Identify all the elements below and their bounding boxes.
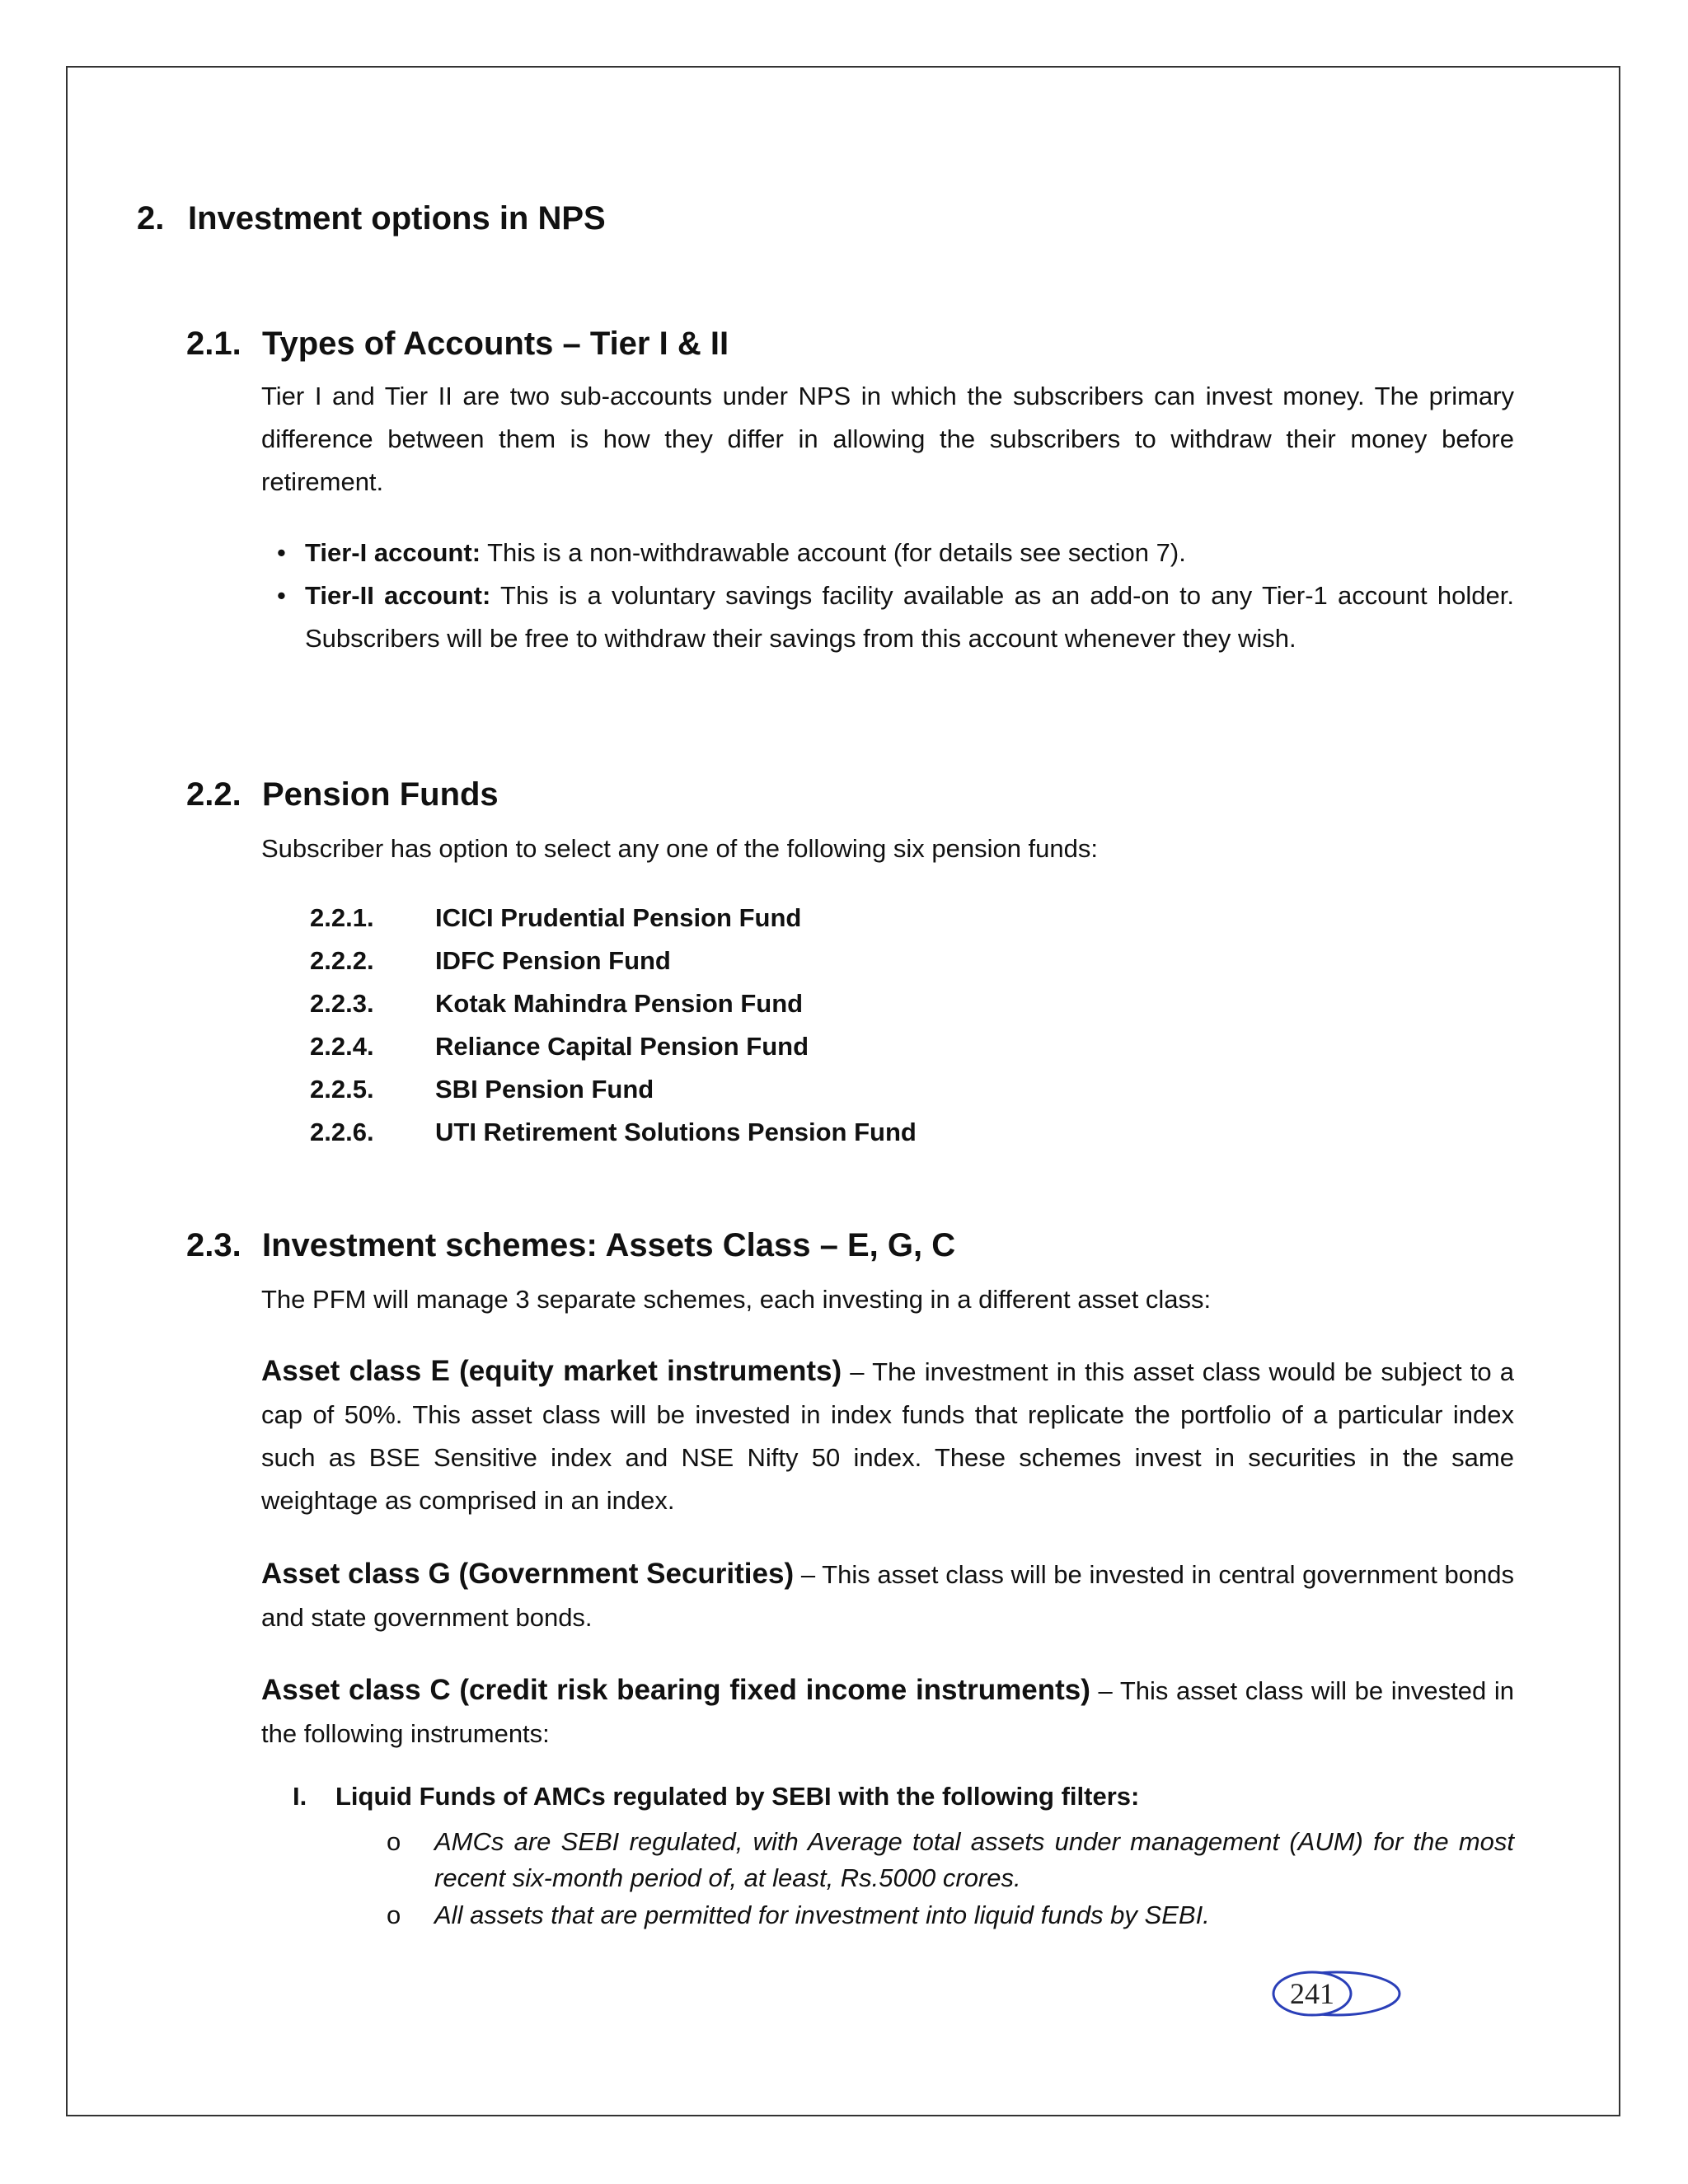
bullet-icon: • [277,581,286,610]
fund-name: Kotak Mahindra Pension Fund [435,989,804,1018]
subsection-number: 2.2. [186,776,241,813]
section-number: 2. [137,200,165,237]
bullet-text: This is a voluntary savings facility available as an add-on to any Tier-1 account holder. Subscribers will be free to withdraw their savings from this account whenever they wish. [305,581,1514,653]
bullet-icon: • [277,538,286,567]
list-item [277,574,1514,660]
subsection-number: 2.1. [186,326,241,362]
fund-name: ICICI Prudential Pension Fund [435,903,802,932]
schemes-intro: The PFM will manage 3 separate schemes, each investing in a different asset class: [261,1285,1212,1314]
asset-class-e-paragraph [261,1350,1514,1522]
list-item [310,940,917,982]
bullet-label: Tier-I account: [305,538,481,567]
sub-list-item [387,1824,1514,1896]
circle-bullet-icon: o [387,1900,401,1929]
asset-class-c-text: – This asset class will be invested in the following instruments: [261,1676,1514,1748]
pension-fund-list [310,897,917,1154]
subsection-title: Types of Accounts – Tier I & II [262,326,729,362]
tier-bullet-list [277,532,1514,660]
subsection-title: Pension Funds [262,776,499,813]
circle-bullet-icon: o [387,1827,401,1856]
asset-class-e-label: Asset class E (equity market instruments) [261,1355,842,1387]
asset-class-c-label: Asset class C (credit risk bearing fixed income instruments) [261,1674,1090,1706]
pension-funds-intro: Subscriber has option to select any one of the following six pension funds: [261,834,1099,863]
section-heading [137,200,606,237]
sub-item-text: AMCs are SEBI regulated, with Average total assets under management (AUM) for the most recent six-month period of, at least, Rs.5000 crores. [434,1827,1514,1892]
asset-class-g-text: – This asset class will be invested in central government bonds and state government bonds. [261,1560,1515,1632]
sub-list-item [387,1897,1514,1933]
page-number: 241 [1290,1977,1334,2010]
asset-class-e-text: – The investment in this asset class would be subject to a cap of 50%. This asset class will be invested in index funds that replicate the portfolio of a particular index such as BSE Sensitive index and NSE Nifty 50 index. These schemes invest in securities in the same weightage as comprised in an index. [261,1357,1514,1515]
roman-numeral: I. [293,1782,307,1811]
bullet-label: Tier-II account: [305,581,491,610]
fund-name: IDFC Pension Fund [435,946,671,975]
page-number-badge [1269,1970,1401,2021]
fund-number: 2.2.2. [310,946,374,975]
list-item [310,1025,917,1068]
roman-item-text: Liquid Funds of AMCs regulated by SEBI with the following filters: [335,1782,1140,1811]
subsection-heading-2-2 [186,776,499,813]
tier-intro-paragraph: Tier I and Tier II are two sub-accounts under NPS in which the subscribers can invest money. The primary difference between them is how they differ in allowing the subscribers to withdraw their money before retirement. [261,382,1514,496]
fund-number: 2.2.4. [310,1032,374,1061]
roman-list-item [293,1782,1139,1811]
fund-name: UTI Retirement Solutions Pension Fund [435,1118,917,1146]
fund-number: 2.2.1. [310,903,374,932]
asset-class-g-label: Asset class G (Government Securities) [261,1558,795,1590]
asset-class-c-paragraph [261,1669,1514,1755]
subsection-title: Investment schemes: Assets Class – E, G, C [262,1227,956,1263]
subsection-number: 2.3. [186,1227,241,1263]
sub-item-text: All assets that are permitted for investment into liquid funds by SEBI. [434,1900,1210,1929]
fund-number: 2.2.5. [310,1075,374,1104]
fund-number: 2.2.6. [310,1118,374,1146]
subsection-heading-2-3 [186,1227,955,1264]
list-item [277,532,1514,574]
subsection-heading-2-1 [186,326,729,363]
list-item [310,897,917,940]
fund-number: 2.2.3. [310,989,374,1018]
bullet-text: This is a non-withdrawable account (for details see section 7). [481,538,1186,567]
fund-name: SBI Pension Fund [435,1075,654,1104]
asset-class-g-paragraph [261,1553,1514,1639]
fund-name: Reliance Capital Pension Fund [435,1032,809,1061]
list-item [310,1111,917,1154]
list-item [310,982,917,1025]
section-title: Investment options in NPS [188,200,606,237]
list-item [310,1068,917,1111]
